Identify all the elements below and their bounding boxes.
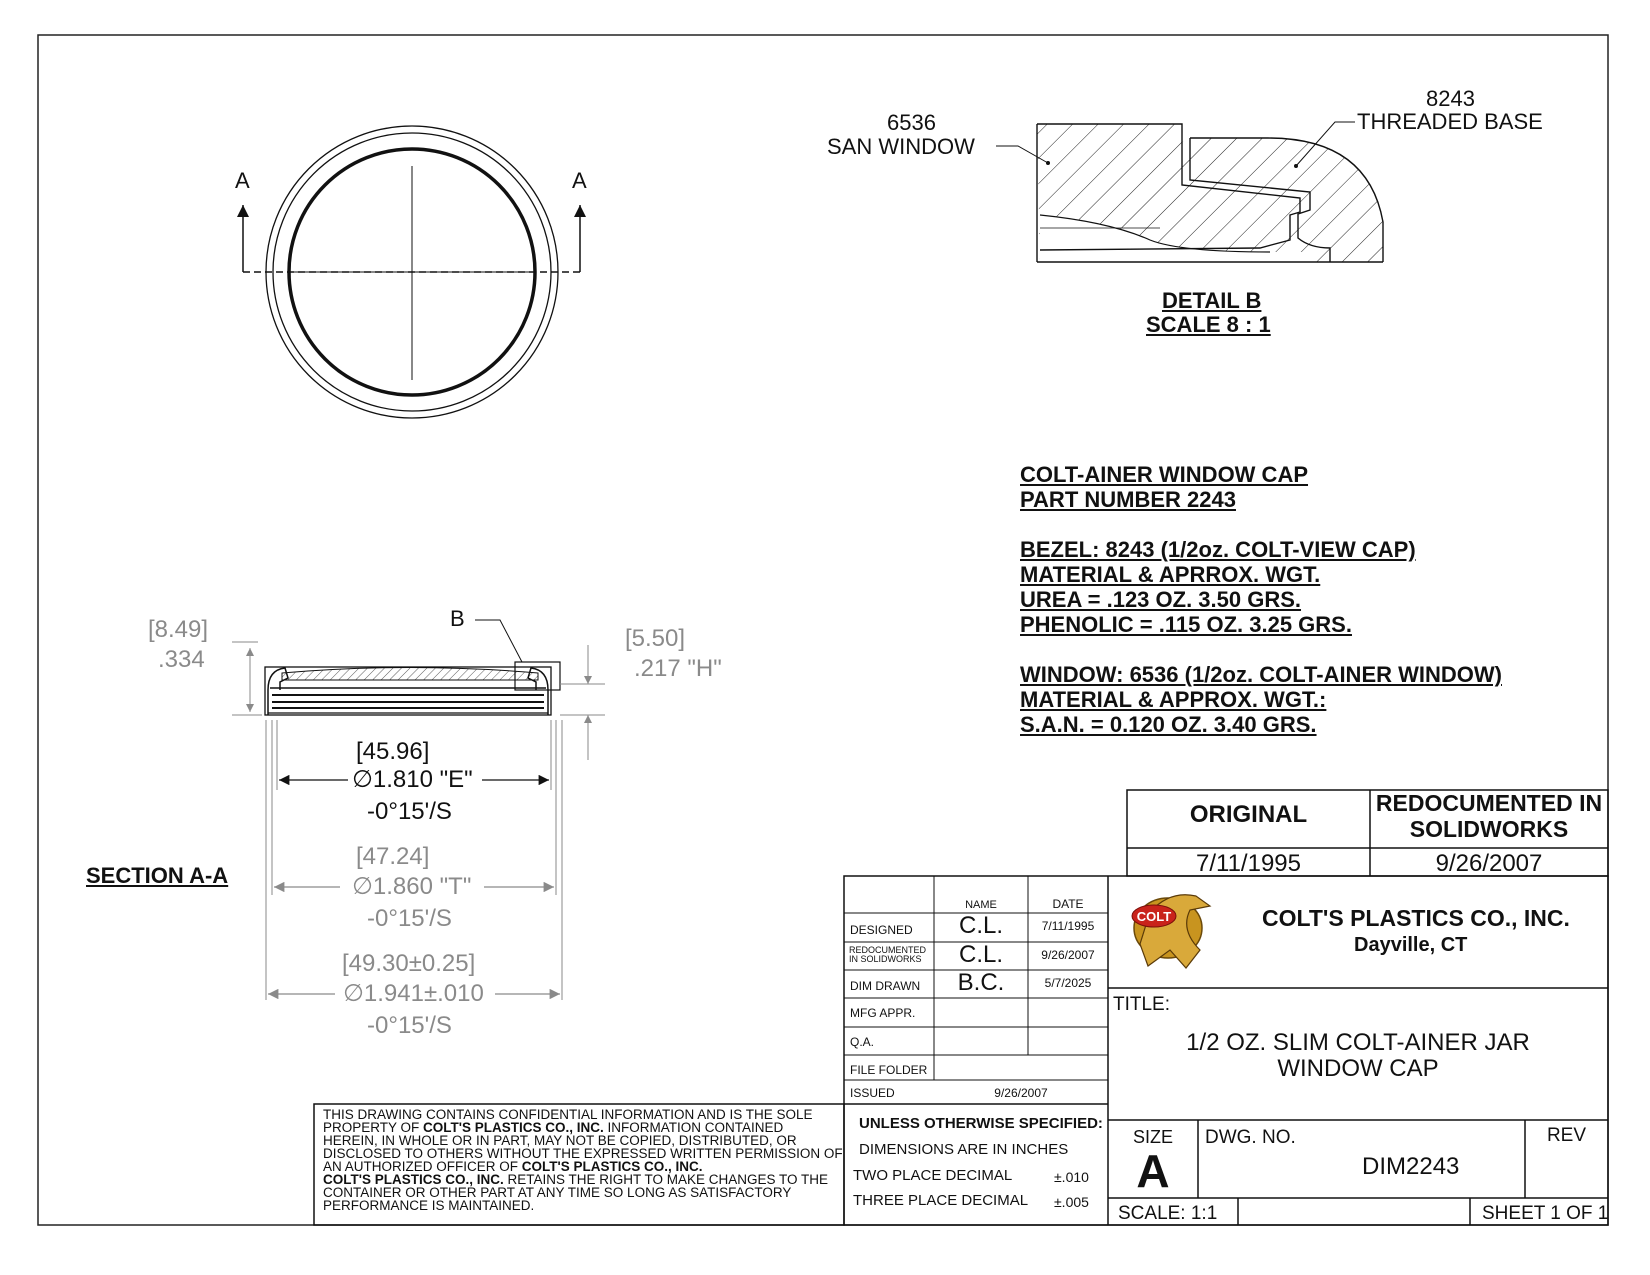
dwg-number-value: DIM2243 bbox=[1362, 1153, 1460, 1180]
colt-horse-logo bbox=[1132, 895, 1210, 968]
sign-row-file-label: FILE FOLDER bbox=[850, 1063, 928, 1077]
sign-col-date: DATE bbox=[1052, 897, 1084, 911]
note-part-number: PART NUMBER 2243 bbox=[1020, 487, 1236, 512]
drawing-title-line1: 1/2 OZ. SLIM COLT-AINER JAR bbox=[1186, 1029, 1530, 1056]
company-name: COLT'S PLASTICS CO., INC. bbox=[1262, 905, 1570, 931]
e-dim-in: ∅1.810 "E" bbox=[352, 766, 473, 793]
sheet-label: SHEET 1 OF 1 bbox=[1482, 1203, 1609, 1224]
detail-base-label: THREADED BASE bbox=[1357, 109, 1543, 134]
od-dim-tolerance: -0°15'/S bbox=[367, 1012, 452, 1039]
height-dim-in: .334 bbox=[158, 646, 205, 673]
redocumented-label-line2: SOLIDWORKS bbox=[1409, 816, 1569, 842]
note-san-weight: S.A.N. = 0.120 OZ. 3.40 GRS. bbox=[1020, 712, 1317, 737]
od-dim-in: ∅1.941±.010 bbox=[343, 980, 484, 1007]
sign-row-designed-name: C.L. bbox=[958, 912, 1003, 939]
e-dim-mm: [45.96] bbox=[356, 738, 430, 765]
sign-row-issued-label: ISSUED bbox=[850, 1086, 895, 1100]
sign-row-redoc-date: 9/26/2007 bbox=[1041, 948, 1095, 962]
note-window-material: MATERIAL & APPROX. WGT.: bbox=[1020, 687, 1327, 712]
sign-row-drawn-label: DIM DRAWN bbox=[850, 979, 921, 993]
height-dim-mm: [8.49] bbox=[148, 616, 209, 643]
logo-text: COLT bbox=[1136, 909, 1172, 924]
detail-callout-label: B bbox=[450, 606, 465, 631]
tolerance-three-place-label: THREE PLACE DECIMAL bbox=[853, 1192, 1029, 1209]
e-dim-tolerance: -0°15'/S bbox=[367, 798, 452, 825]
rev-label: REV bbox=[1546, 1125, 1587, 1146]
sign-row-mfg-label: MFG APPR. bbox=[850, 1006, 916, 1020]
note-phenolic-weight: PHENOLIC = .115 OZ. 3.25 GRS. bbox=[1020, 612, 1352, 637]
h-dim-mm: [5.50] bbox=[625, 625, 686, 652]
note-window: WINDOW: 6536 (1/2oz. COLT-AINER WINDOW) bbox=[1020, 662, 1502, 687]
t-dim-tolerance: -0°15'/S bbox=[367, 905, 452, 932]
top-view bbox=[243, 126, 580, 418]
tolerance-two-place-label: TWO PLACE DECIMAL bbox=[853, 1167, 1013, 1184]
t-dim-mm: [47.24] bbox=[356, 843, 430, 870]
detail-base-part-number: 8243 bbox=[1426, 86, 1475, 111]
redocumented-label-line1: REDOCUMENTED IN bbox=[1375, 790, 1603, 816]
t-dim-in: ∅1.860 "T" bbox=[352, 873, 472, 900]
dwg-number-label: DWG. NO. bbox=[1205, 1127, 1296, 1148]
sign-row-drawn-date: 5/7/2025 bbox=[1044, 976, 1092, 990]
sign-row-issued-date: 9/26/2007 bbox=[994, 1086, 1048, 1100]
detail-b-view bbox=[996, 122, 1383, 262]
title-label: TITLE: bbox=[1113, 994, 1171, 1015]
sign-row-drawn-name: B.C. bbox=[957, 969, 1005, 996]
note-urea-weight: UREA = .123 OZ. 3.50 GRS. bbox=[1020, 587, 1302, 612]
sign-row-designed-date: 7/11/1995 bbox=[1041, 919, 1095, 933]
note-bezel-material: MATERIAL & APRROX. WGT. bbox=[1020, 562, 1321, 587]
note-part-title: COLT-AINER WINDOW CAP bbox=[1020, 462, 1309, 487]
size-label: SIZE bbox=[1132, 1127, 1173, 1147]
sign-row-redoc-label: REDOCUMENTED IN SOLIDWORKS bbox=[849, 945, 927, 964]
tolerance-units: DIMENSIONS ARE IN INCHES bbox=[859, 1141, 1069, 1158]
sign-row-designed-label: DESIGNED bbox=[850, 923, 913, 937]
original-date: 7/11/1995 bbox=[1196, 850, 1301, 877]
note-bezel: BEZEL: 8243 (1/2oz. COLT-VIEW CAP) bbox=[1020, 537, 1416, 562]
confidentiality-notice: THIS DRAWING CONTAINS CONFIDENTIAL INFORMATION AND IS THE SOLE PROPERTY OF COLT'S PLASTICS CO., INC. INFORMATION CONTAINED HEREIN, IN WHOLE OR IN PART, MAY NOT BE COPIED, DISTRIBUTED, OR DISCLOSED TO OTHERS WITHOUT THE EXPRESSED WRITTEN PERMISSION OF AN AUTHORIZED OFFICER OF COLT'S PLASTICS CO., INC. COLT'S PLASTICS CO., INC. RETAINS THE RIGHT TO MAKE CHANGES TO THE CONTAINER OR OTHER PART AT ANY TIME SO LONG AS SATISFACTORY PERFORMANCE IS MAINTAINED. bbox=[323, 1107, 843, 1213]
drawing-title-line2: WINDOW CAP bbox=[1277, 1055, 1439, 1082]
sign-row-qa-label: Q.A. bbox=[850, 1035, 875, 1049]
section-marker-right: A bbox=[572, 168, 587, 193]
sign-row-redoc-name: C.L. bbox=[958, 941, 1003, 968]
redocumented-date: 9/26/2007 bbox=[1435, 850, 1543, 877]
original-label: ORIGINAL bbox=[1189, 801, 1308, 828]
section-title: SECTION A-A bbox=[86, 863, 229, 888]
size-value: A bbox=[1136, 1145, 1170, 1197]
tolerance-two-place-value: ±.010 bbox=[1054, 1169, 1089, 1185]
tolerance-heading: UNLESS OTHERWISE SPECIFIED: bbox=[859, 1115, 1103, 1132]
h-dim-in: .217 "H" bbox=[634, 655, 722, 682]
company-location: Dayville, CT bbox=[1354, 934, 1468, 956]
tolerance-three-place-value: ±.005 bbox=[1054, 1194, 1089, 1210]
detail-window-label: SAN WINDOW bbox=[827, 134, 975, 159]
detail-title: DETAIL B bbox=[1162, 288, 1262, 313]
scale-label: SCALE: 1:1 bbox=[1118, 1203, 1218, 1224]
detail-scale: SCALE 8 : 1 bbox=[1146, 312, 1271, 337]
detail-window-part-number: 6536 bbox=[887, 110, 936, 135]
od-dim-mm: [49.30±0.25] bbox=[342, 950, 476, 977]
sign-col-name: NAME bbox=[965, 899, 997, 911]
section-marker-left: A bbox=[235, 168, 250, 193]
